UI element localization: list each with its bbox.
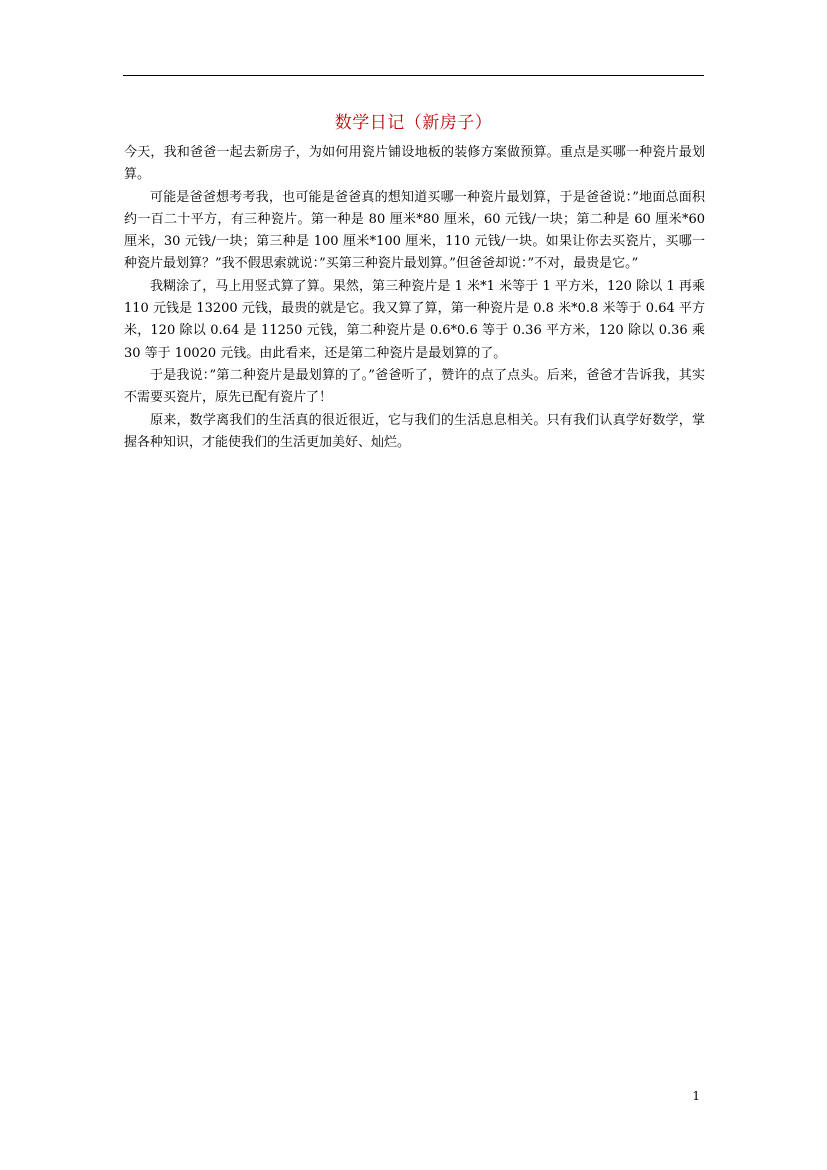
- header-rule: [123, 75, 704, 76]
- paragraph-answer: 于是我说：”第二种瓷片是最划算的了。”爸爸听了，赞许的点了点头。后来，爸爸才告诉我，其实不需要买瓷片，原先已配有瓷片了！: [124, 367, 705, 406]
- paragraph-intro: 今天，我和爸爸一起去新房子，为如何用瓷片铺设地板的装修方案做预算。重点是买哪一种瓷片最划算。: [124, 145, 705, 183]
- document-title: 数学日记（新房子）: [334, 113, 493, 133]
- paragraph-conclusion: 原来，数学离我们的生活真的很近很近，它与我们的生活息息相关。只有我们认真学好数学，掌握各种知识，才能使我们的生活更加美好、灿烂。: [124, 412, 705, 450]
- paragraph-calculation: 我糊涂了，马上用竖式算了算。果然，第三种瓷片是 1 米*1 米等于 1 平方米，120 除以 1 再乘 110 元钱是 13200 元钱，最贵的就是它。我又算了算，第一种瓷片是 0.8 米*0.8 米等于 0.64 平方米，120 除以 0.64 是 11250 元钱，第二种瓷片是 0.6*0.6 等于 0.36 平方米，120 除以 0.36 乘 30 等于 10020 元钱。由此看来，还是第二种瓷片是最划算的了。: [124, 278, 705, 361]
- page-number: 1: [692, 1089, 700, 1103]
- paragraph-question: 可能是爸爸想考考我，也可能是爸爸真的想知道买哪一种瓷片最划算，于是爸爸说：”地面总面积约一百二十平方，有三种瓷片。第一种是 80 厘米*80 厘米，60 元钱/一块；第二种是 60 厘米*60 厘米，30 元钱/一块；第三种是 100 厘米*100 厘米，110 元钱/一块。如果让你去买瓷片，买哪一种瓷片最划算？”我不假思索就说：”买第三种瓷片最划算。”但爸爸却说：”不对，最贵是它。”: [124, 189, 705, 272]
- document-body: [124, 142, 705, 454]
